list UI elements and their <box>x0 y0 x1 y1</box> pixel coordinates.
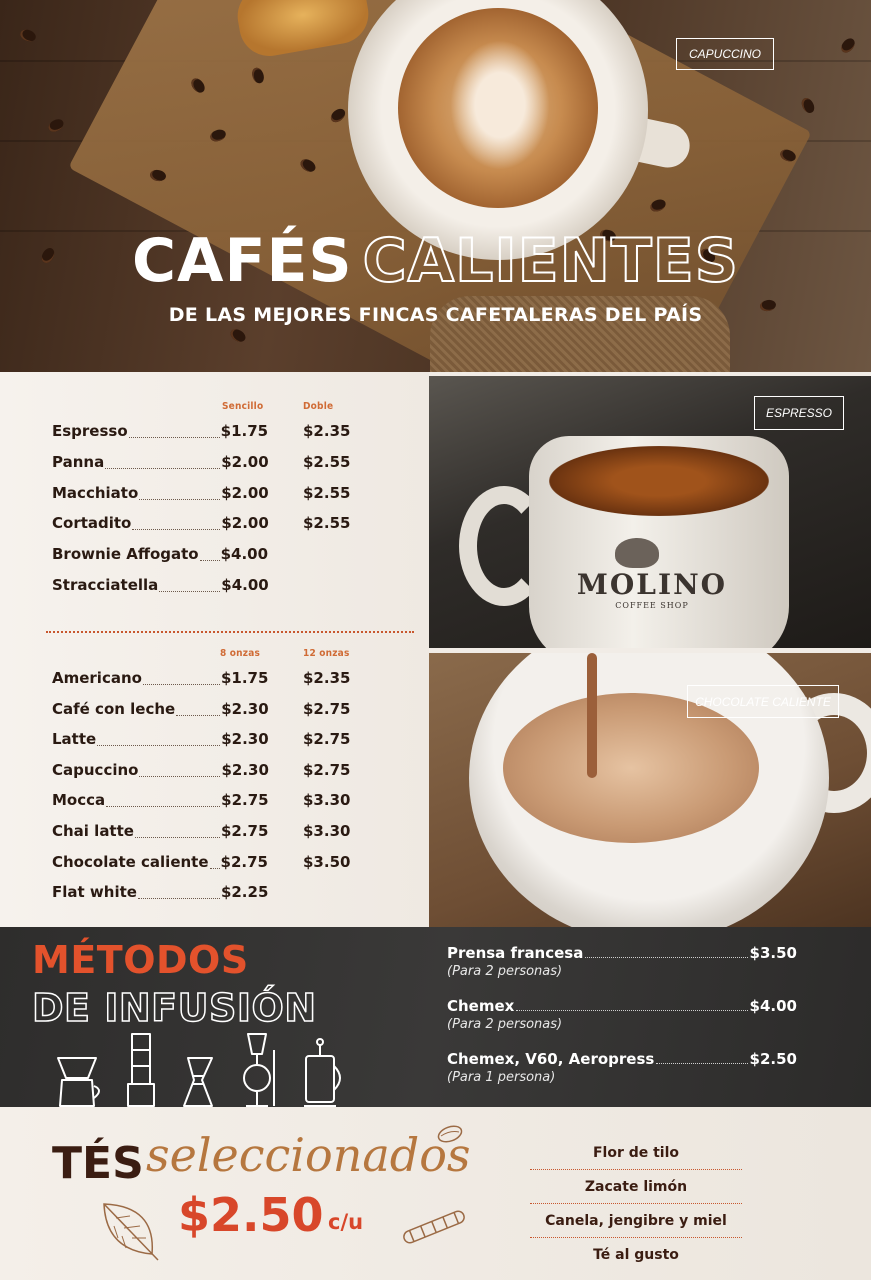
brew-equipment-icons <box>52 1030 352 1110</box>
menu-item-price: $4.00 <box>221 576 269 594</box>
dot-leader <box>139 499 220 500</box>
menu-item-price: $2.25 <box>220 883 269 902</box>
menu-item-price: $1.75 <box>220 422 269 440</box>
cinnamon-stick-icon <box>398 1206 470 1248</box>
hero-title-outline: CALIENTES <box>362 226 739 296</box>
tea-item: Té al gusto <box>593 1247 679 1263</box>
brew-method-name: Chemex <box>447 997 515 1015</box>
menu-item-price: $4.00 <box>220 545 269 564</box>
brew-methods-title: MÉTODOS <box>32 938 249 982</box>
tea-item: Canela, jengibre y miel <box>530 1204 742 1238</box>
dot-leader <box>106 806 220 807</box>
col-header-doble: Doble <box>303 401 334 412</box>
dot-leader <box>143 684 220 685</box>
col-header-8oz: 8 onzas <box>220 648 261 659</box>
molino-logo <box>557 568 747 610</box>
brew-method-line <box>447 997 797 1016</box>
menu-item-price: $2.75 <box>221 791 269 810</box>
chemex-icon <box>184 1058 212 1106</box>
capuccino-tag: CAPUCCINO <box>676 38 774 70</box>
coffee-bean <box>799 96 817 115</box>
brew-methods-subtitle: DE INFUSIÓN <box>32 986 317 1030</box>
menu-item-name: Panna <box>52 452 105 471</box>
menu-row <box>52 669 412 691</box>
espresso-tag: ESPRESSO <box>754 396 844 430</box>
menu-item-price: $2.30 <box>221 730 269 749</box>
brew-method-note: (Para 1 persona) <box>447 1070 556 1085</box>
menu-row <box>52 853 412 875</box>
dot-leader <box>516 1010 747 1011</box>
chocolate-photo <box>429 653 871 927</box>
tea-list <box>530 1136 742 1272</box>
brew-method-row <box>447 1050 797 1085</box>
molino-brand: MOLINO <box>576 568 728 601</box>
brew-method-row <box>447 944 797 979</box>
menu-row <box>52 700 412 722</box>
brew-method-name: Chemex, V60, Aeropress <box>447 1050 655 1068</box>
menu-row <box>52 545 412 567</box>
dot-leader <box>176 715 220 716</box>
dot-leader <box>97 745 220 746</box>
coffee-heart-icon <box>615 538 659 568</box>
menu-item-price-large: $3.30 <box>303 791 351 810</box>
menu-item-price: $2.30 <box>221 699 269 718</box>
menu-item-name: Espresso <box>52 422 128 440</box>
menu-row <box>52 576 412 598</box>
menu-item-name: Americano <box>52 669 142 687</box>
teas-title-script: seleccionados <box>146 1128 471 1182</box>
menu-item-price-large: $3.50 <box>303 852 351 871</box>
aeropress-icon <box>128 1034 154 1106</box>
dot-leader <box>129 437 220 438</box>
espresso-crema <box>549 446 769 516</box>
brew-method-name: Prensa francesa <box>447 944 584 962</box>
dot-leader <box>159 591 220 592</box>
menu-item-price-large: $2.75 <box>303 760 351 779</box>
brew-method-line <box>447 1050 797 1069</box>
menu-item-price-large: $2.35 <box>303 422 351 440</box>
menu-item-name: Stracciatella <box>52 576 159 594</box>
hero-subtitle: DE LAS MEJORES FINCAS CAFETALERAS DEL PAÍS <box>168 304 703 326</box>
menu-row <box>52 730 412 752</box>
menu-item-name: Latte <box>52 730 97 749</box>
dot-leader <box>105 468 220 469</box>
menu-row <box>52 422 412 444</box>
menu-item-price-large: $2.35 <box>303 669 351 687</box>
coffee-bean <box>839 36 858 55</box>
menu-item-price-large: $2.55 <box>303 452 351 471</box>
menu-item-name: Café con leche <box>52 699 176 718</box>
dot-leader <box>138 898 220 899</box>
dot-leader <box>139 776 220 777</box>
menu-item-price: $2.75 <box>220 852 268 871</box>
menu-item-name: Macchiato <box>52 483 139 502</box>
brew-method-note: (Para 2 personas) <box>447 1017 563 1032</box>
menu-item-price: $1.75 <box>220 669 269 687</box>
brew-method-price: $3.50 <box>749 944 797 962</box>
menu-item-price: $2.00 <box>221 483 269 502</box>
dot-leader <box>210 868 220 869</box>
menu-item-price-large: $2.75 <box>303 730 351 749</box>
brew-method-line <box>447 944 797 963</box>
menu-item-name: Capuccino <box>52 760 139 779</box>
hero-title <box>0 226 871 296</box>
menu-row <box>52 761 412 783</box>
menu-item-name: Cortadito <box>52 514 132 533</box>
col-header-12oz: 12 onzas <box>303 648 350 659</box>
chocolate-tag: CHOCOLATE CALIENTE <box>687 685 839 718</box>
teas-title: TÉS <box>52 1138 144 1189</box>
menu-item-price: $2.30 <box>221 760 269 779</box>
menu-item-name: Brownie Affogato <box>52 545 199 564</box>
teas-unit: c/u <box>328 1210 364 1234</box>
espresso-photo <box>429 376 871 648</box>
brew-method-row <box>447 997 797 1032</box>
menu-item-name: Mocca <box>52 791 106 810</box>
brew-method-note: (Para 2 personas) <box>447 964 563 979</box>
menu-row <box>52 484 412 506</box>
dot-leader <box>132 529 220 530</box>
coffee-bean <box>46 117 65 135</box>
brew-method-price: $4.00 <box>749 997 797 1015</box>
menu-item-price: $2.00 <box>221 452 269 471</box>
pour-over-icon <box>58 1058 99 1106</box>
menu-row <box>52 883 412 905</box>
menu-row <box>52 822 412 844</box>
menu-row <box>52 453 412 475</box>
menu-item-price-large: $3.30 <box>303 822 351 840</box>
latte-art <box>450 40 550 170</box>
coffee-bean <box>19 28 38 44</box>
menu-divider <box>46 631 414 633</box>
dot-leader <box>135 837 220 838</box>
dot-leader <box>200 560 220 561</box>
menu-row <box>52 791 412 813</box>
tea-item: Zacate limón <box>530 1170 742 1204</box>
menu-item-name: Flat white <box>52 883 137 902</box>
siphon-icon <box>244 1034 274 1106</box>
brew-method-price: $2.50 <box>749 1050 797 1068</box>
menu-item-price-large: $2.55 <box>303 483 351 502</box>
menu-item-price: $2.75 <box>220 822 269 840</box>
coffee-bean <box>228 327 247 345</box>
menu-item-price-large: $2.55 <box>303 514 351 533</box>
menu-item-price: $2.00 <box>221 514 269 533</box>
hero-banner <box>0 0 871 372</box>
leaf-icon <box>96 1198 166 1262</box>
tea-item: Flor de tilo <box>530 1136 742 1170</box>
dot-leader <box>585 957 747 958</box>
teas-price: $2.50 <box>178 1188 324 1242</box>
menu-row <box>52 514 412 536</box>
chocolate-pour <box>587 653 597 778</box>
french-press-icon <box>304 1039 340 1106</box>
dot-leader <box>656 1063 747 1064</box>
menu-item-name: Chai latte <box>52 822 134 840</box>
menu-item-price-large: $2.75 <box>303 699 351 718</box>
hero-title-solid: CAFÉS <box>131 226 353 296</box>
col-header-sencillo: Sencillo <box>222 401 264 412</box>
molino-sub: COFFEE SHOP <box>615 601 689 610</box>
menu-item-name: Chocolate caliente <box>52 852 209 871</box>
